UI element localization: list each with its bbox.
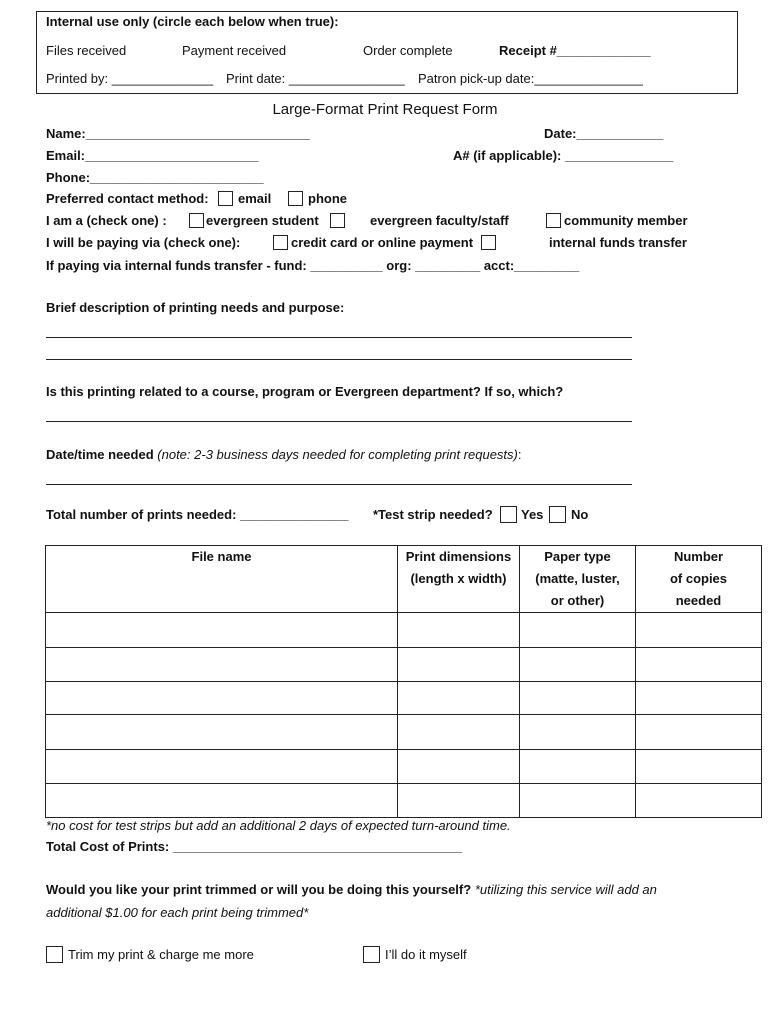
- a-number-field[interactable]: A# (if applicable): _______________: [453, 148, 674, 163]
- trim-note-line-1: *utilizing this service will add an: [474, 882, 657, 897]
- trim-question: Would you like your print trimmed or will you be doing this yourself?: [46, 882, 472, 897]
- datetime-label: Date/time needed: [46, 447, 154, 462]
- datetime-colon: :: [517, 447, 522, 462]
- trim-print-label: Trim my print & charge me more: [68, 947, 254, 962]
- total-prints-field[interactable]: Total number of prints needed: _______________: [46, 507, 349, 522]
- table-cell[interactable]: [46, 750, 398, 784]
- col-file-name: File name: [46, 546, 398, 613]
- table-cell[interactable]: [46, 648, 398, 682]
- card-option-label: credit card or online payment: [291, 235, 474, 250]
- table-cell[interactable]: [46, 682, 398, 715]
- internal-funds-fields[interactable]: If paying via internal funds transfer - fund: __________ org: _________ acct:_________: [46, 258, 580, 273]
- course-question: Is this printing related to a course, program or Evergreen department? If so, which?: [46, 384, 564, 399]
- course-answer-line[interactable]: [46, 421, 632, 422]
- datetime-row: [46, 447, 522, 463]
- test-strip-yes-checkbox[interactable]: [500, 506, 517, 523]
- internal-funds-option-label: internal funds transfer: [549, 235, 687, 250]
- printed-by-field[interactable]: Printed by: ______________: [46, 71, 213, 86]
- trim-print-checkbox[interactable]: [46, 946, 63, 963]
- email-option-label: email: [238, 191, 272, 206]
- table-row: [46, 648, 762, 682]
- name-field[interactable]: Name:_______________________________: [46, 126, 310, 141]
- email-checkbox[interactable]: [218, 191, 233, 206]
- student-option-label: evergreen student: [206, 213, 319, 228]
- files-received-label: Files received: [46, 43, 127, 58]
- preferred-contact-label: Preferred contact method:: [46, 191, 209, 206]
- description-line-1[interactable]: [46, 337, 632, 338]
- order-complete-label: Order complete: [363, 43, 453, 58]
- student-checkbox[interactable]: [189, 213, 204, 228]
- phone-field[interactable]: Phone:________________________: [46, 170, 264, 185]
- do-it-myself-checkbox[interactable]: [363, 946, 380, 963]
- email-field[interactable]: Email:________________________: [46, 148, 259, 163]
- description-label: Brief description of printing needs and purpose:: [46, 300, 345, 315]
- test-strip-no-checkbox[interactable]: [549, 506, 566, 523]
- payment-received-label: Payment received: [182, 43, 287, 58]
- print-files-table: [45, 545, 762, 818]
- print-date-field[interactable]: Print date: ________________: [226, 71, 405, 86]
- table-cell[interactable]: [520, 613, 636, 648]
- community-checkbox[interactable]: [546, 213, 561, 228]
- table-cell[interactable]: [636, 682, 762, 715]
- table-cell[interactable]: [398, 648, 520, 682]
- test-strip-no-label: No: [571, 507, 589, 522]
- do-it-myself-label: I’ll do it myself: [385, 947, 467, 962]
- table-cell[interactable]: [398, 784, 520, 818]
- internal-use-heading: Internal use only (circle each below when true):: [46, 14, 339, 29]
- table-cell[interactable]: [398, 715, 520, 750]
- col-print-dimensions: Print dimensions (length x width): [398, 546, 520, 613]
- table-cell[interactable]: [398, 750, 520, 784]
- internal-funds-checkbox[interactable]: [481, 235, 496, 250]
- date-field[interactable]: Date:____________: [544, 126, 664, 141]
- trim-note-line-2: additional $1.00 for each print being trimmed*: [46, 905, 309, 920]
- community-option-label: community member: [564, 213, 688, 228]
- test-strip-note: *no cost for test strips but add an additional 2 days of expected turn-around time.: [46, 818, 511, 833]
- faculty-option-label: evergreen faculty/staff: [370, 213, 509, 228]
- table-cell[interactable]: [520, 648, 636, 682]
- table-cell[interactable]: [636, 784, 762, 818]
- table-row: [46, 750, 762, 784]
- datetime-answer-line[interactable]: [46, 484, 632, 485]
- table-row: [46, 784, 762, 818]
- pickup-date-field[interactable]: Patron pick-up date:_______________: [418, 71, 643, 86]
- paying-label: I will be paying via (check one):: [46, 235, 241, 250]
- faculty-checkbox[interactable]: [330, 213, 345, 228]
- table-row: [46, 682, 762, 715]
- i-am-label: I am a (check one) :: [46, 213, 167, 228]
- table-cell[interactable]: [398, 613, 520, 648]
- trim-question-row: [46, 882, 657, 898]
- table-row: [46, 613, 762, 648]
- datetime-note: (note: 2-3 business days needed for completing print requests): [157, 447, 518, 462]
- table-cell[interactable]: [520, 784, 636, 818]
- table-cell[interactable]: [520, 715, 636, 750]
- total-cost-field[interactable]: Total Cost of Prints: ________________________________________: [46, 839, 463, 854]
- test-strip-label: *Test strip needed?: [373, 507, 493, 522]
- card-checkbox[interactable]: [273, 235, 288, 250]
- description-line-2[interactable]: [46, 359, 632, 360]
- receipt-number-field[interactable]: Receipt #_____________: [499, 43, 651, 58]
- table-cell[interactable]: [520, 682, 636, 715]
- table-cell[interactable]: [636, 648, 762, 682]
- table-header-row: [46, 546, 762, 613]
- table-row: [46, 715, 762, 750]
- table-cell[interactable]: [46, 784, 398, 818]
- table-cell[interactable]: [636, 715, 762, 750]
- table-cell[interactable]: [46, 613, 398, 648]
- table-cell[interactable]: [46, 715, 398, 750]
- table-cell[interactable]: [636, 750, 762, 784]
- table-cell[interactable]: [520, 750, 636, 784]
- table-cell[interactable]: [636, 613, 762, 648]
- table-cell[interactable]: [398, 682, 520, 715]
- phone-option-label: phone: [308, 191, 347, 206]
- test-strip-yes-label: Yes: [521, 507, 544, 522]
- form-title: Large-Format Print Request Form: [272, 101, 498, 118]
- col-number-of-copies: Number of copies needed: [636, 546, 762, 613]
- col-paper-type: Paper type (matte, luster, or other): [520, 546, 636, 613]
- phone-checkbox[interactable]: [288, 191, 303, 206]
